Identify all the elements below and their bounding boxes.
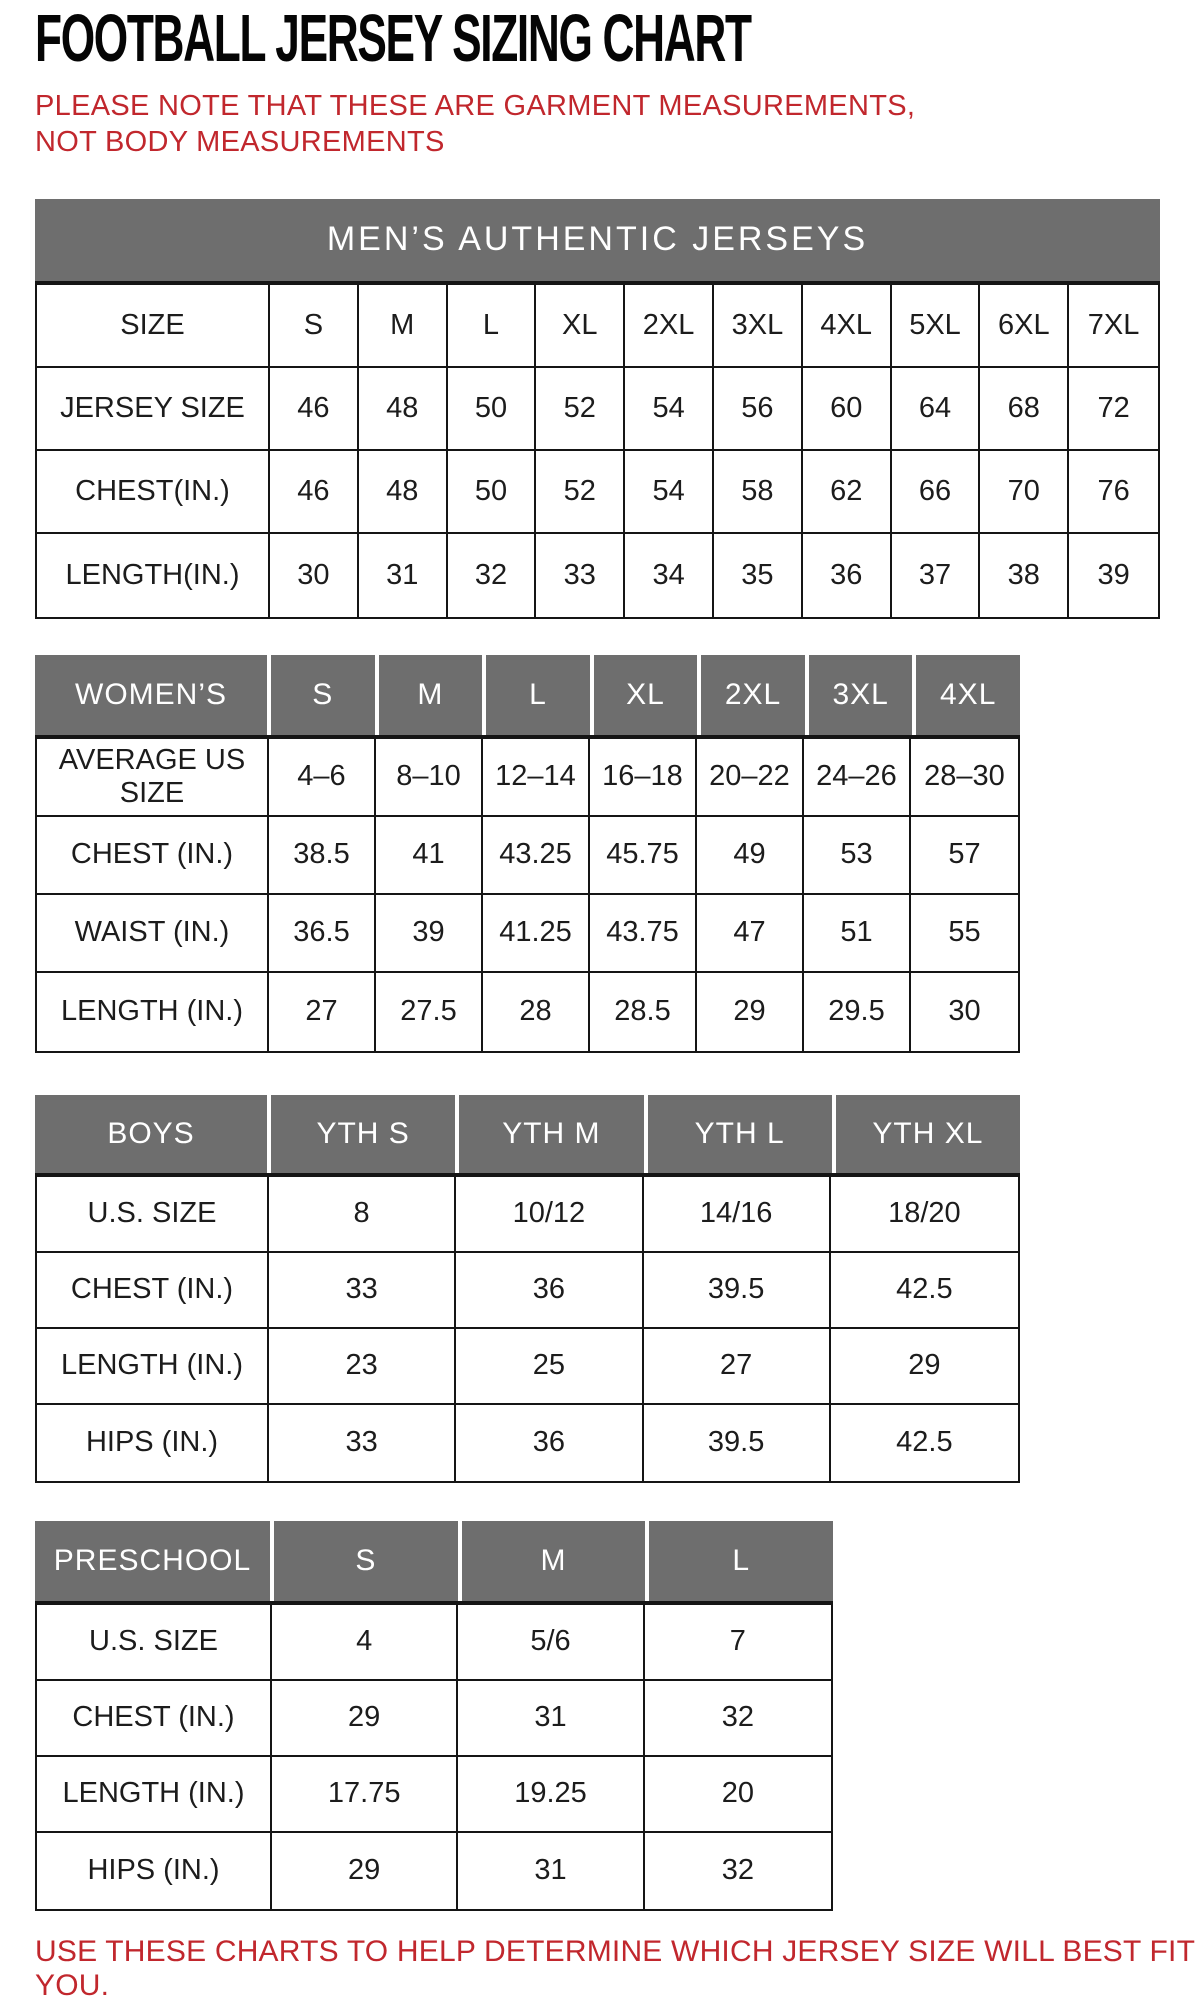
preschool-table-row (37, 1681, 831, 1757)
preschool-value-cell: 29 (272, 1681, 458, 1757)
preschool-header-row (35, 1521, 833, 1601)
boys-value-cell: 23 (269, 1329, 456, 1405)
mens-value-cell: 2XL (625, 285, 714, 368)
boys-value-cell: 39.5 (644, 1253, 831, 1329)
boys-value-cell: 33 (269, 1253, 456, 1329)
mens-table-body (35, 281, 1160, 619)
preschool-table-body (35, 1601, 833, 1911)
page-title-wrap (35, 1, 1200, 76)
womens-sizing-table (35, 655, 1020, 1053)
womens-value-cell: 39 (376, 895, 483, 973)
womens-header-cell: L (482, 655, 590, 735)
preschool-value-cell: 19.25 (458, 1757, 644, 1833)
mens-value-cell: 6XL (980, 285, 1069, 368)
womens-row-label: LENGTH (IN.) (37, 973, 269, 1051)
mens-value-cell: 50 (448, 451, 537, 534)
boys-value-cell: 42.5 (896, 1426, 953, 1458)
mens-value-cell: 48 (359, 451, 448, 534)
boys-row-label: U.S. SIZE (37, 1177, 269, 1253)
womens-value-cell: 30 (948, 995, 981, 1027)
womens-value-cell: 27.5 (376, 973, 483, 1051)
mens-value-cell: 72 (1069, 368, 1158, 451)
womens-header-cell: 2XL (697, 655, 805, 735)
boys-row-label: HIPS (IN.) (37, 1405, 269, 1481)
mens-value-cell: 60 (803, 368, 892, 451)
preschool-value-cell: 31 (458, 1833, 644, 1909)
womens-header-row (35, 655, 1020, 735)
womens-value-cell: 4–6 (269, 739, 376, 817)
preschool-header-cell: L (645, 1521, 833, 1601)
mens-value-cell: 7XL (1069, 285, 1158, 368)
boys-table-body (35, 1173, 1020, 1483)
boys-row-label: LENGTH (IN.) (37, 1329, 269, 1405)
boys-table-row (37, 1253, 1018, 1329)
preschool-value-cell: 32 (645, 1681, 831, 1757)
womens-value-cell: 55 (911, 895, 1018, 973)
womens-value-cell: 16–18 (590, 739, 697, 817)
preschool-value-cell: 5/6 (458, 1605, 644, 1681)
mens-value-cell: 68 (980, 368, 1069, 451)
boys-value-cell: 27 (644, 1329, 831, 1405)
boys-row-label: CHEST (IN.) (37, 1253, 269, 1329)
preschool-row-label: HIPS (IN.) (37, 1833, 272, 1909)
mens-banner: MEN’S AUTHENTIC JERSEYS (35, 199, 1160, 281)
womens-header-cell: XL (590, 655, 698, 735)
mens-value-cell: M (359, 285, 448, 368)
preschool-table-row (37, 1605, 831, 1681)
mens-value-cell: 4XL (803, 285, 892, 368)
womens-header-cell: 4XL (912, 655, 1020, 735)
mens-value-cell: 52 (536, 368, 625, 451)
preschool-header-label: PRESCHOOL (35, 1521, 270, 1601)
womens-table-row (37, 817, 1018, 895)
mens-value-cell: 58 (714, 451, 803, 534)
womens-value-cell: 53 (804, 817, 911, 895)
preschool-row-label: CHEST (IN.) (37, 1681, 272, 1757)
boys-header-cell: YTH S (267, 1095, 455, 1173)
preschool-value-cell: 17.75 (272, 1757, 458, 1833)
mens-value-cell: 76 (1069, 451, 1158, 534)
boys-table-row (37, 1177, 1018, 1253)
preschool-table-row (37, 1757, 831, 1833)
womens-value-cell: 38.5 (269, 817, 376, 895)
mens-value-cell: L (448, 285, 537, 368)
womens-value-cell: 41.25 (483, 895, 590, 973)
page-title: FOOTBALL JERSEY SIZING CHART (35, 1, 751, 76)
mens-value-cell: 31 (359, 534, 448, 617)
womens-value-cell: 45.75 (590, 817, 697, 895)
preschool-value-cell: 7 (645, 1605, 831, 1681)
womens-header-cell: M (375, 655, 483, 735)
womens-value-cell: 20–22 (697, 739, 804, 817)
mens-value-cell: 64 (892, 368, 981, 451)
womens-value-cell: 27 (269, 973, 376, 1051)
boys-header-row (35, 1095, 1020, 1173)
preschool-value-cell: 20 (645, 1757, 831, 1833)
mens-value-cell: 5XL (892, 285, 981, 368)
boys-value-cell: 36 (456, 1405, 643, 1481)
mens-value-cell: 46 (270, 368, 359, 451)
mens-value-cell: S (270, 285, 359, 368)
boys-header-cell: YTH XL (832, 1095, 1020, 1173)
mens-value-cell: 39 (1097, 558, 1130, 591)
preschool-value-cell: 29 (272, 1833, 458, 1909)
mens-value-cell: 38 (980, 534, 1069, 617)
preschool-row-label: U.S. SIZE (37, 1605, 272, 1681)
mens-value-cell: 48 (359, 368, 448, 451)
womens-value-cell: 12–14 (483, 739, 590, 817)
mens-value-cell: 46 (270, 451, 359, 534)
mens-value-cell: 50 (448, 368, 537, 451)
boys-table-row (37, 1405, 1018, 1481)
mens-row-label: SIZE (37, 285, 270, 368)
boys-value-cell: 18/20 (831, 1177, 1018, 1253)
preschool-table-row (37, 1833, 831, 1909)
womens-row-label: WAIST (IN.) (37, 895, 269, 973)
womens-table-body (35, 735, 1020, 1053)
womens-value-cell: 43.25 (483, 817, 590, 895)
boys-sizing-table (35, 1095, 1020, 1483)
mens-table-row (37, 368, 1158, 451)
boys-header-cell: YTH L (644, 1095, 832, 1173)
mens-value-cell: 70 (980, 451, 1069, 534)
womens-value-cell: 41 (376, 817, 483, 895)
womens-table-row (37, 973, 1018, 1051)
boys-value-cell: 29 (831, 1329, 1018, 1405)
womens-value-cell: 28 (483, 973, 590, 1051)
mens-table-row (37, 451, 1158, 534)
boys-header-cell: YTH M (455, 1095, 643, 1173)
preschool-value-cell: 4 (272, 1605, 458, 1681)
boys-value-cell: 36 (456, 1253, 643, 1329)
womens-value-cell: 8–10 (376, 739, 483, 817)
boys-value-cell: 42.5 (831, 1253, 1018, 1329)
mens-value-cell: 32 (448, 534, 537, 617)
boys-header-label: BOYS (35, 1095, 267, 1173)
mens-table-row (37, 285, 1158, 368)
mens-value-cell: 35 (714, 534, 803, 617)
boys-value-cell: 8 (269, 1177, 456, 1253)
mens-value-cell: 37 (892, 534, 981, 617)
boys-value-cell: 14/16 (644, 1177, 831, 1253)
preschool-header-cell: S (270, 1521, 458, 1601)
womens-value-cell: 24–26 (804, 739, 911, 817)
garment-measurements-note: PLEASE NOTE THAT THESE ARE GARMENT MEASUREMENTS, NOT BODY MEASUREMENTS (35, 90, 916, 159)
womens-row-label: AVERAGE US SIZE (37, 739, 269, 817)
mens-value-cell: 66 (892, 451, 981, 534)
womens-value-cell: 57 (911, 817, 1018, 895)
preschool-value-cell: 31 (458, 1681, 644, 1757)
womens-table-row (37, 895, 1018, 973)
mens-value-cell: 62 (803, 451, 892, 534)
mens-value-cell: 34 (625, 534, 714, 617)
womens-value-cell: 29.5 (804, 973, 911, 1051)
womens-value-cell: 43.75 (590, 895, 697, 973)
mens-row-label: CHEST(IN.) (37, 451, 270, 534)
boys-value-cell: 39.5 (644, 1405, 831, 1481)
boys-table-row (37, 1329, 1018, 1405)
mens-authentic-jerseys-table (35, 199, 1160, 619)
womens-header-label: WOMEN’S (35, 655, 267, 735)
womens-value-cell: 28.5 (590, 973, 697, 1051)
womens-table-row (37, 739, 1018, 817)
boys-value-cell: 33 (269, 1405, 456, 1481)
footer-note: USE THESE CHARTS TO HELP DETERMINE WHICH JERSEY SIZE WILL BEST FIT YOU. (35, 1934, 1195, 2002)
mens-value-cell: 33 (536, 534, 625, 617)
womens-header-cell: S (267, 655, 375, 735)
womens-header-cell: 3XL (805, 655, 913, 735)
mens-row-label: LENGTH(IN.) (37, 534, 270, 617)
mens-table-row (37, 534, 1158, 617)
womens-value-cell: 51 (804, 895, 911, 973)
mens-value-cell: 56 (714, 368, 803, 451)
mens-value-cell: 36 (803, 534, 892, 617)
mens-value-cell: 3XL (714, 285, 803, 368)
mens-value-cell: XL (536, 285, 625, 368)
boys-value-cell: 10/12 (456, 1177, 643, 1253)
preschool-header-cell: M (458, 1521, 646, 1601)
mens-row-label: JERSEY SIZE (37, 368, 270, 451)
preschool-sizing-table (35, 1521, 833, 1911)
womens-value-cell: 28–30 (911, 739, 1018, 817)
preschool-row-label: LENGTH (IN.) (37, 1757, 272, 1833)
womens-value-cell: 49 (697, 817, 804, 895)
mens-value-cell: 52 (536, 451, 625, 534)
womens-value-cell: 47 (697, 895, 804, 973)
womens-row-label: CHEST (IN.) (37, 817, 269, 895)
preschool-value-cell: 32 (721, 1854, 754, 1886)
boys-value-cell: 25 (456, 1329, 643, 1405)
mens-value-cell: 54 (625, 451, 714, 534)
womens-value-cell: 29 (697, 973, 804, 1051)
mens-value-cell: 54 (625, 368, 714, 451)
womens-value-cell: 36.5 (269, 895, 376, 973)
mens-value-cell: 30 (270, 534, 359, 617)
